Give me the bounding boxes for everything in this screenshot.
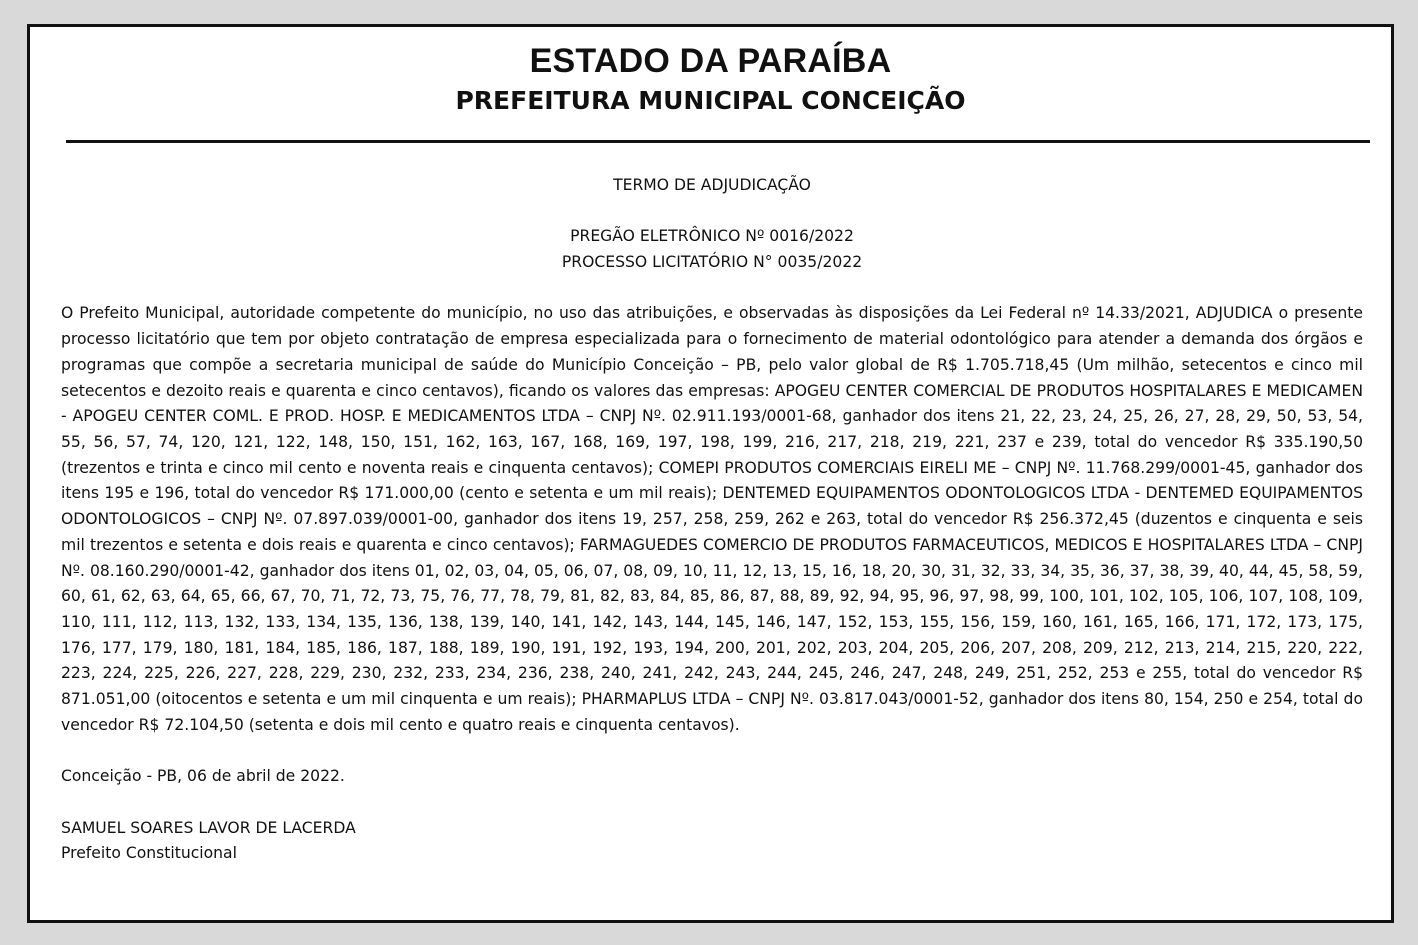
city-title: PREFEITURA MUNICIPAL CONCEIÇÃO	[455, 86, 966, 115]
spacer	[61, 276, 1363, 302]
header-divider	[66, 140, 1370, 143]
spacer	[61, 790, 1363, 816]
document-card	[27, 24, 1394, 923]
signatory-name: SAMUEL SOARES LAVOR DE LACERDA	[61, 818, 356, 837]
signatory-title: Prefeito Constitucional	[61, 844, 237, 863]
document-content	[61, 173, 1363, 867]
spacer	[61, 199, 1363, 225]
document-title: TERMO DE ADJUDICAÇÃO	[613, 176, 811, 194]
pregao-number: PREGÃO ELETRÔNICO Nº 0016/2022	[570, 227, 854, 246]
adjudication-body: O Prefeito Municipal, autoridade competente do município, no uso das atribuições, e observadas às disposições da Lei Federal nº 14.33/2021, ADJUDICA o presente processo licitatório que tem por objeto contratação de empresa especializada para o fornecimento de material odontológico para atender a demanda dos órgãos e programas que compõe a secretaria municipal de saúde do Município Conceição – PB, pelo valor global de R$ 1.705.718,45 (Um milhão, setecentos e cinco mil setecentos e dezoito reais e quarenta e cinco centavos), ficando os valores das empresas: APOGEU CENTER COMERCIAL DE PRODUTOS HOSPITALARES E MEDICAMEN - APOGEU CENTER COML. E PROD. HOSP. E MEDICAMENTOS LTDA – CNPJ Nº. 02.911.193/0001-68, ganhador dos itens 21, 22, 23, 24, 25, 26, 27, 28, 29, 50, 53, 54, 55, 56, 57, 74, 120, 121, 122, 148, 150, 151, 162, 163, 167, 168, 169, 197, 198, 199, 216, 217, 218, 219, 221, 237 e 239, total do vencedor R$ 335.190,50 (trezentos e trinta e cinco mil cento e noventa reais e cinquenta centavos); COMEPI PRODUTOS COMERCIAIS EIRELI ME – CNPJ Nº. 11.768.299/0001-45, ganhador dos itens 195 e 196, total do vencedor R$ 171.000,00 (cento e setenta e um mil reais); DENTEMED EQUIPAMENTOS ODONTOLOGICOS LTDA - DENTEMED EQUIPAMENTOS ODONTOLOGICOS – CNPJ Nº. 07.897.039/0001-00, ganhador dos itens 19, 257, 258, 259, 262 e 263, total do vencedor R$ 256.372,45 (duzentos e cinquenta e seis mil trezentos e setenta e dois reais e quarenta e cinco centavos); FARMAGUEDES COMERCIO DE PRODUTOS FARMACEUTICOS, MEDICOS E HOSPITALARES LTDA – CNPJ Nº. 08.160.290/0001-42, ganhador dos itens 01, 02, 03, 04, 05, 06, 07, 08, 09, 10, 11, 12, 13, 15, 16, 18, 20, 30, 31, 32, 33, 34, 35, 36, 37, 38, 39, 40, 44, 45, 58, 59, 60, 61, 62, 63, 64, 65, 66, 67, 70, 71, 72, 73, 75, 76, 77, 78, 79, 81, 82, 83, 84, 85, 86, 87, 88, 89, 92, 94, 95, 96, 97, 98, 99, 100, 101, 102, 105, 106, 107, 108, 109, 110, 111, 112, 113, 132, 133, 134, 135, 136, 138, 139, 140, 141, 142, 143, 144, 145, 146, 147, 152, 153, 155, 156, 159, 160, 161, 165, 166, 171, 172, 173, 175, 176, 177, 179, 180, 181, 184, 185, 186, 187, 188, 189, 190, 191, 192, 193, 194, 200, 201, 202, 203, 204, 205, 206, 207, 208, 209, 212, 213, 214, 215, 220, 222, 223, 224, 225, 226, 227, 228, 229, 230, 232, 233, 234, 236, 238, 240, 241, 242, 243, 244, 245, 246, 247, 248, 249, 251, 252, 253 e 255, total do vencedor R$ 871.051,00 (oitocentos e setenta e um mil cinquenta e um reais); PHARMAPLUS LTDA – CNPJ Nº. 03.817.043/0001-52, ganhador dos itens 80, 154, 250 e 254, total do vencedor R$ 72.104,50 (setenta e dois mil cento e quatro reais e cinquenta centavos).	[61, 304, 1363, 734]
processo-number: PROCESSO LICITATÓRIO N° 0035/2022	[561, 253, 863, 272]
spacer	[61, 738, 1363, 764]
state-title: ESTADO DA PARAÍBA	[529, 42, 892, 80]
date-line: Conceição - PB, 06 de abril de 2022.	[61, 767, 345, 786]
